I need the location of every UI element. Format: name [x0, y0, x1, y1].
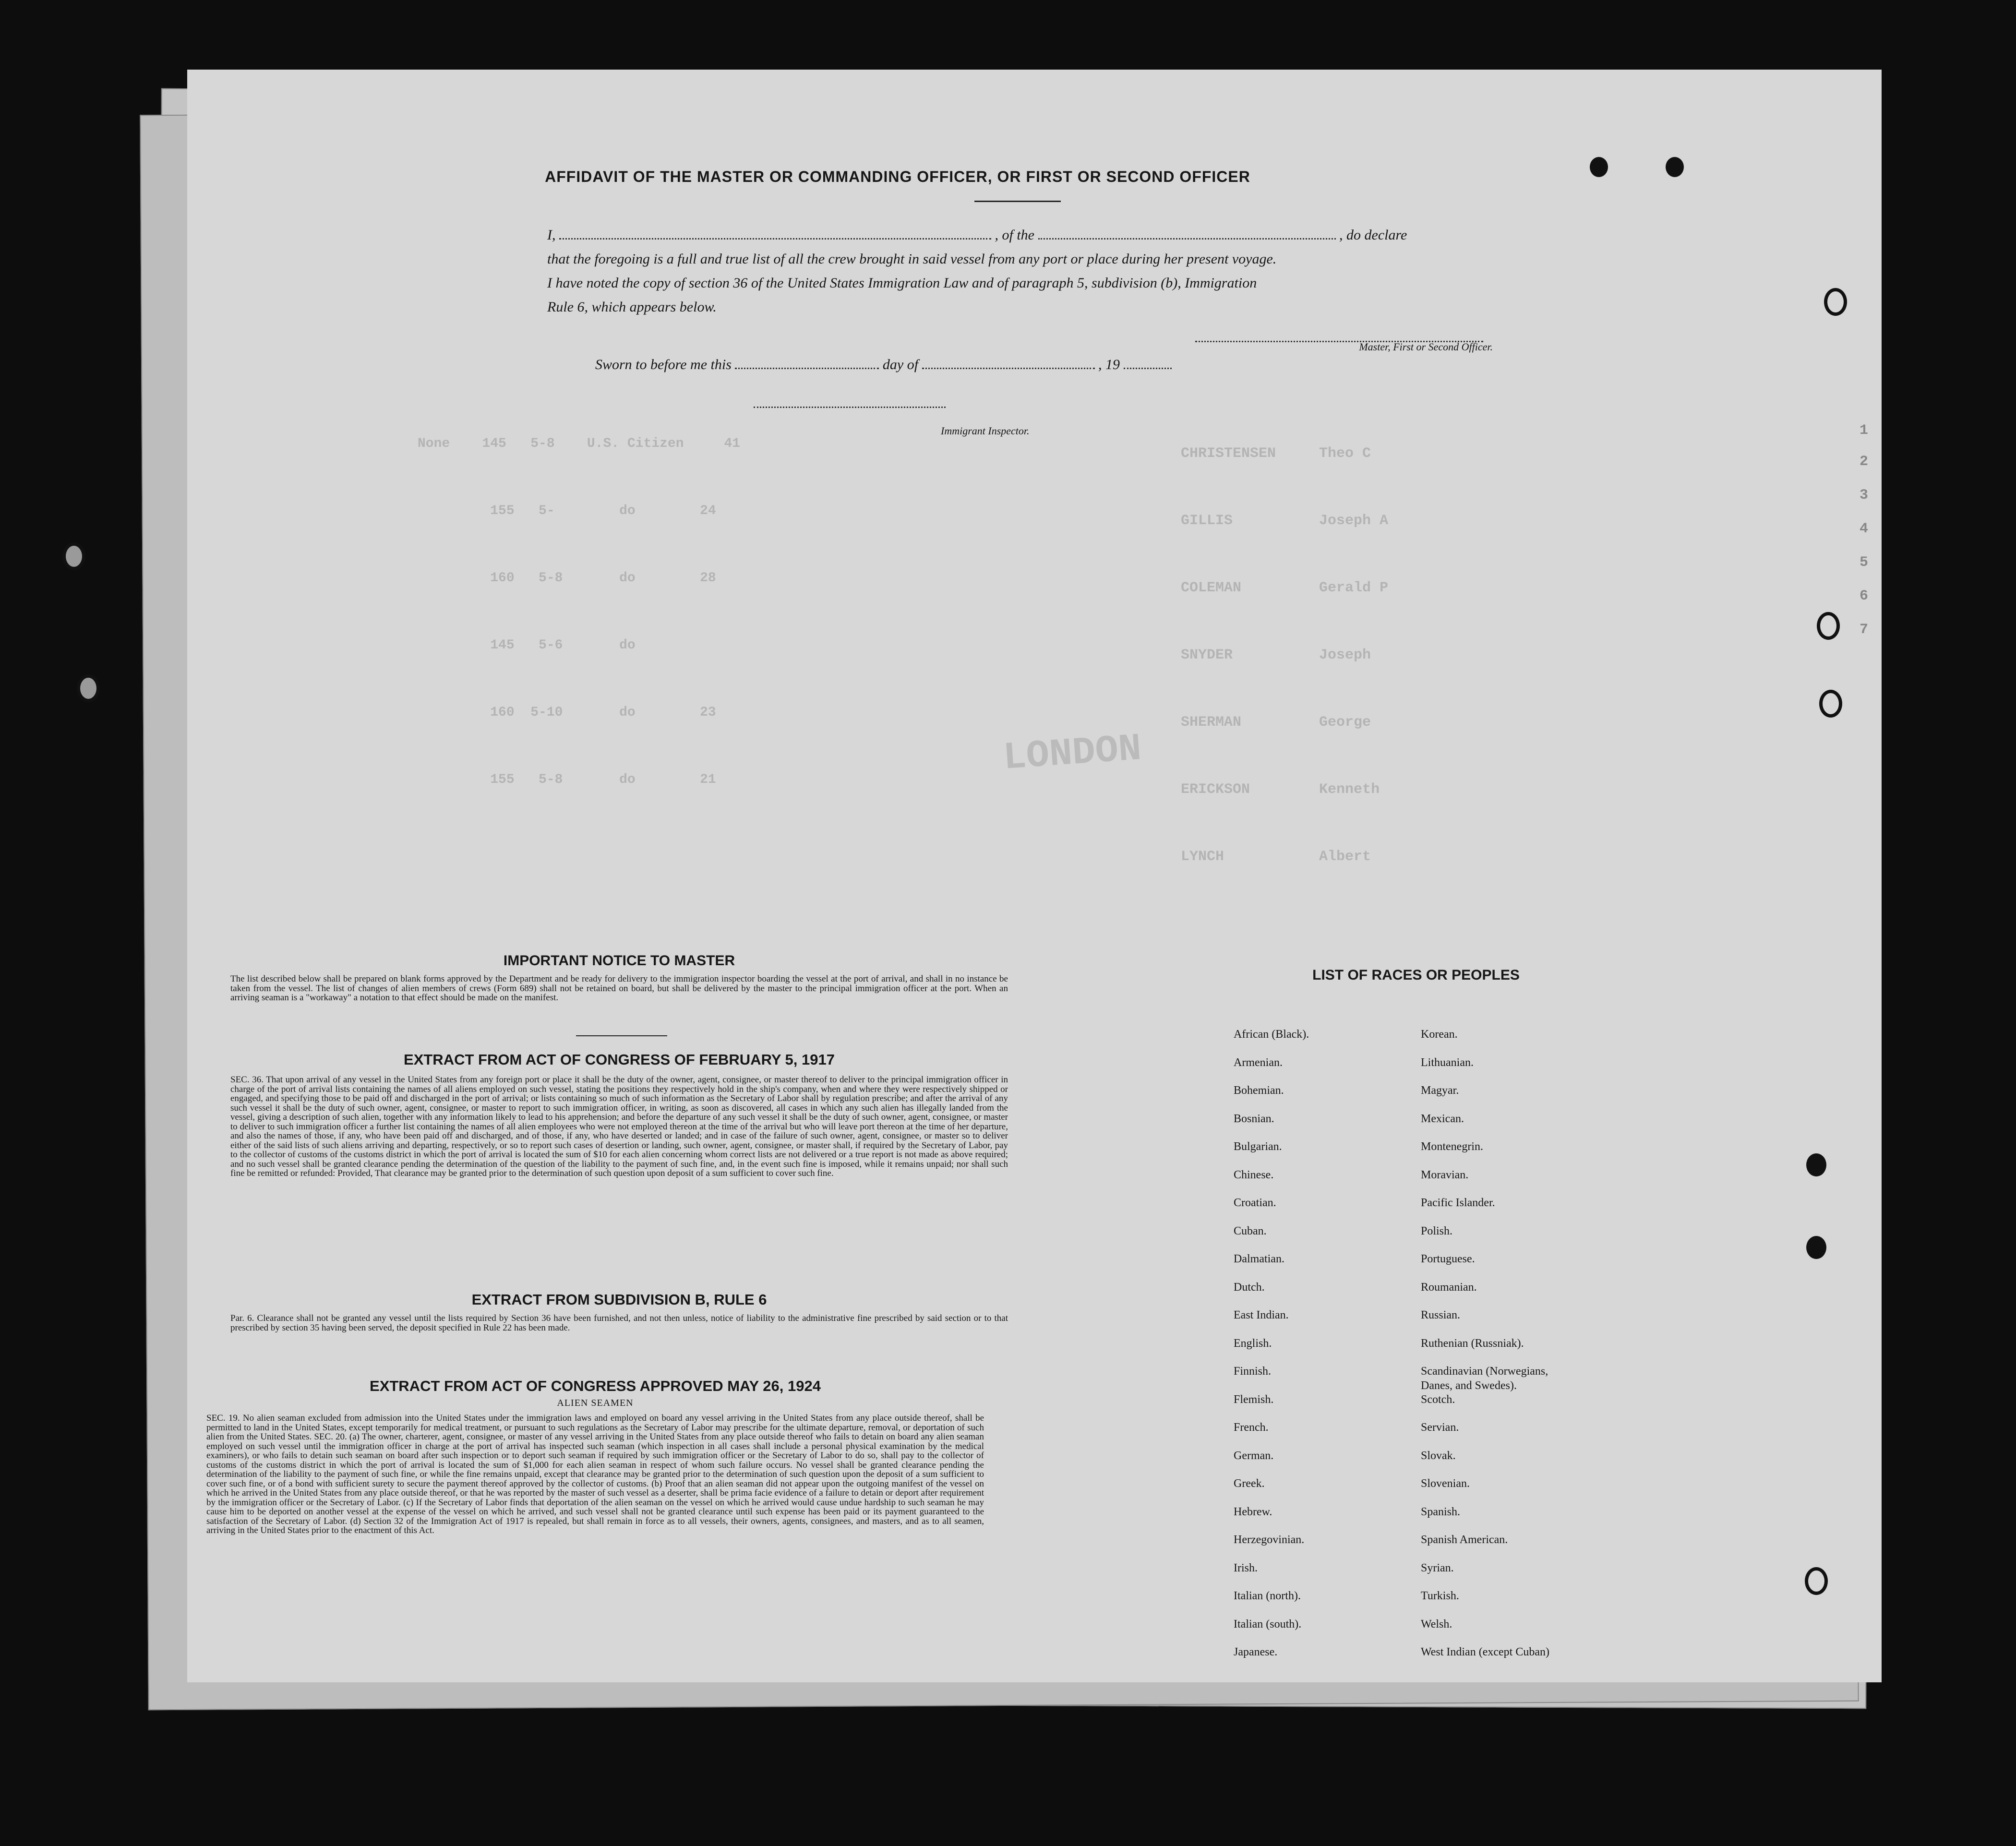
race-item: Russian. — [1421, 1309, 1461, 1321]
sworn-year-field[interactable] — [1124, 358, 1172, 369]
race-item: Mexican. — [1421, 1112, 1464, 1125]
race-item: Ruthenian (Russniak). — [1421, 1337, 1524, 1350]
races-right-list — [1421, 1027, 1709, 1673]
manifest-page: CHRISTENSEN Theo C GILLIS Joseph A COLEMAN Gerald P SNYDER Joseph SHERMAN George ERICKSON Kenneth LYNCH Albert None 145 5-8 U.S. Citizen 41 155 5- do 24 160 5-8 do 28 145 5-6 do 160 5-10 do 23 155 5-8 do 21 LONDON 1 2 3 4 5 6 7 AFFIDAVIT OF THE MASTER OR COMMANDING OFFICER, OR FIRST OR SECOND OFFICER I, , of the , do declare that the foregoing is a full and true list of all the crew brought in said vessel from any port or place during her present voyage. I have noted the copy of section 36 of the United States Immigration Law and of paragraph 5, subdivision (b), Immigration Rule 6, which appears below. Master, First or Second Officer. Sworn to before me this day of , 19 Immigrant Inspector. IMPORTANT NOTICE TO MASTER The list described below shall be prepared on blank forms approved by the Department and be ready for delivery to the immigration inspector boarding the vessel at the port of arrival, and shall in no instance be taken from the vessel. The list of changes of alien members of crews (Form 689) shall not be retained on board, but shall be delivered by the master to the principal immigration officer at the port. When an arriving seaman is a "workaway" a notation to that effect should be made on the manifest. EXTRACT FROM ACT OF CONGRESS OF FEBRUARY 5, 1917 SEC. 36. That upon arrival of any vessel in the United States from any foreign port or place it shall be the duty of the owner, agent, consignee, or master thereof to deliver to the principal immigration officer in charge of the port of arrival lists containing the names of all aliens employed on such vessel, stating the positions they respectively hold in the ship's company, when and where they were respectively shipped or engaged, and specifying those to be paid off and discharged in the port of arrival; or lists containing so much of such information as the Secretary of Labor shall by regulation prescribe; and after the arrival of any such vessel it shall be the duty of such owner, agent, consignee, or master to report to such immigration officer, in writing, as soon as discovered, all cases in which any such alien has illegally landed from the vessel, giving a description of such alien, together with any information likely to lead to his apprehension; and before the departure of any such vessel it shall be the duty of such owner, agent, consignee, or master to deliver to such immigration officer a further list containing the names of all alien employees who were not employed thereon at the time of the arrival but who will leave port thereon at the time of her departure, and also the names of those, if any, who have been paid off and discharged, and of those, if any, who have deserted or landed; and in case of the failure of such owner, agent, consignee, or master so to deliver either of the said lists of such aliens arriving and departing, respectively, or so to report such cases of desertion or landing, such owner, agent, consignee, or master shall, if required by the Secretary of Labor, pay to the collector of customs of the customs district in which the port of arrival is located the sum of $10 for each alien concerning whom correct lists are not delivered or a true report is not made as above required; and no such vessel shall be granted clearance pending the determination of the question of the liability to the payment of such fine, and, in the event such fine is imposed, while it remains unpaid; nor shall such fine be remitted or refunded: Provided, That clearance may be granted prior to the determination of such question upon deposit of a sum sufficient to cover such fine. EXTRACT FROM SUBDIVISION B, RULE 6 Par. 6. Clearance shall not be granted any vessel until the lists required by Section 36 have been furnished, and not then unless, notice of liability to the administrative fine prescribed by said section or to that prescribed by section 35 having been served, the deposit specified in Rule 22 has been made. EXTRACT FROM ACT OF CONGRESS APPROVED MAY 26, 1924 ALIEN SEAMEN SEC. 19. No alien seaman excluded from admission into the United States under the immigration laws and employed on board any vessel arriving in the United States from any place outside thereof, shall be permitted to land in the United States, except temporarily for medical treatment, or pursuant to such regulations as the Secretary of Labor may prescribe for the ultimate departure, removal, or deportation of such alien from the United States. SEC. 20. (a) The owner, charterer, agent, consignee, or master of any vessel arriving in the United States from any place outside thereof who fails to detain on board any alien seaman employed on such vessel until the immigration officer in charge at the port of arrival has inspected such seaman (which inspection in all cases shall include a personal physical examination by the medical examiners), or who fails to detain such seaman on board after such inspection or to deport such seaman if required by such immigration officer or the Secretary of Labor to do so, shall pay to the collector of customs of the customs district in which the port of arrival is located the sum of $1,000 for each alien seaman in respect of whom such failure occurs. No vessel shall be granted clearance pending the determination of the liability to the payment of such fine, or while the fine remains unpaid, except that clearance may be granted prior to the determination of such question upon the deposit of a sum sufficient to cover such fine, or of a bond with sufficient surety to secure the payment thereof approved by the collector of customs. (b) Proof that an alien seaman did not appear upon the outgoing manifest of the vessel on which he arrived in the United States from any place outside thereof, or that he was reported by the master of such vessel as a deserter, shall be prima facie evidence of a failure to detain or deport after requirement by the immigration officer or the Secretary of Labor. (c) If the Secretary of Labor finds that deportation of the alien seaman on the vessel on which he arrived would cause undue hardship to such seaman he may cause him to be deported on another vessel at the expense of the vessel on which he arrived, and such vessel shall not be granted clearance until such expense has been paid or its payment guaranteed to the satisfaction of the Secretary of Labor. (d) Section 32 of the Immigration Act of 1917 is repealed, but shall remain in force as to all vessels, their owners, agents, consignees, and masters, and as to all seamen, arriving in the United States prior to the enactment of this Act. LIST OF RACES OR PEOPLES African (Black). Armenian. Bohemian. Bosnian. Bulgarian. Chinese. Croatian. Cuban. Dalmatian. Dutch. East Indian. English. Finnish. Flemish. French. German. Greek. Hebrew. Herzegovinian. Irish. Italian (north). Italian (south). Japanese. Korean. Lithuanian. Magyar. Mexican. Montenegrin. Moravian. Pacific Islander. Polish. Portuguese. Roumanian. Russian. Ruthenian (Russniak). Scandinavian (Norwegians, Danes, and Swedes). Scotch. Servian. Slovak. Slovenian. Spanish. Spanish American. Syrian. Turkish. Welsh. West Indian (except Cuban) — [187, 70, 1882, 1682]
notice-text: The list described below shall be prepared on blank forms approved by the Department and be ready for delivery to the immigration inspector boarding the vessel at the port of arrival, and shall in no instance be taken from the vessel. The list of changes of alien members of crews (Form 689) shall not be retained on board, but shall be delivered by the master to the principal immigration officer at the port. When an arriving seaman is a "workaway" a notation to that effect should be made on the manifest. — [230, 974, 1008, 1003]
divider — [974, 201, 1061, 202]
affidavit-declaration — [547, 223, 1680, 319]
races-title: LIST OF RACES OR PEOPLES — [1312, 967, 1520, 983]
punch-hole — [1806, 1236, 1826, 1259]
race-item: West Indian (except Cuban) — [1421, 1646, 1549, 1658]
race-item: Croatian. — [1234, 1197, 1276, 1209]
race-item: Polish. — [1421, 1224, 1453, 1237]
punch-hole — [1590, 157, 1608, 177]
affidavit-line-4: Rule 6, which appears below. — [547, 299, 717, 315]
race-item: English. — [1234, 1337, 1272, 1350]
race-item: Scandinavian (Norwegians, Danes, and Swedes). — [1421, 1365, 1548, 1392]
officer-label: Master, First or Second Officer. — [1359, 341, 1493, 353]
race-item: Irish. — [1234, 1561, 1258, 1574]
extract-1924-title: EXTRACT FROM ACT OF CONGRESS APPROVED MAY 26, 1924 — [370, 1378, 821, 1394]
race-item: Chinese. — [1234, 1168, 1274, 1181]
do-declare-label: , do declare — [1339, 227, 1407, 243]
race-item: Dalmatian. — [1234, 1253, 1284, 1265]
year-label: , 19 — [1098, 357, 1120, 372]
i-label: I, — [547, 227, 556, 243]
of-the-label: , of the — [995, 227, 1034, 243]
punch-hole — [1806, 1153, 1826, 1176]
extract-rule6-title: EXTRACT FROM SUBDIVISION B, RULE 6 — [471, 1291, 767, 1308]
race-item: French. — [1234, 1421, 1269, 1434]
race-item: Dutch. — [1234, 1281, 1265, 1294]
race-item: East Indian. — [1234, 1309, 1289, 1321]
race-item: Montenegrin. — [1421, 1140, 1483, 1153]
extract-1917-text: SEC. 36. That upon arrival of any vessel in the United States from any foreign port or place it shall be the duty of the owner, agent, consignee, or master thereof to deliver to the principal immigration officer in charge of the port of arrival lists containing the names of all aliens employed on such vessel, stating the positions they respectively hold in the ship's company, when and where they were respectively shipped or engaged, and specifying those to be paid off and discharged in the port of arrival; or lists containing so much of such information as the Secretary of Labor shall by regulation prescribe; and after the arrival of any such vessel it shall be the duty of such owner, agent, consignee, or master to report to such immigration officer, in writing, as soon as discovered, all cases in which any such alien has illegally landed from the vessel, giving a description of such alien, together with any information likely to lead to his apprehension; and before the departure of any such vessel it shall be the duty of such owner, agent, consignee, or master to deliver to such immigration officer a further list containing the names of all alien employees who were not employed thereon at the time of the arrival but who will leave port thereon at the time of her departure, and also the names of those, if any, who have been paid off and discharged, and of those, if any, who have deserted or landed; and in case of the failure of such owner, agent, consignee, or master so to deliver either of the said lists of such aliens arriving and departing, respectively, or so to report such cases of desertion or landing, such owner, agent, consignee, or master shall, if required by the Secretary of Labor, pay to the collector of customs of the customs district in which the port of arrival is located the sum of $10 for each alien concerning whom correct lists are not delivered or a true report is not made as above required; and no such vessel shall be granted clearance pending the determination of the question of the liability to the payment of such fine, and, in the event such fine is imposed, while it remains unpaid; nor shall such fine be remitted or refunded: Provided, That clearance may be granted prior to the determination of such question upon deposit of a sum sufficient to cover such fine. — [230, 1075, 1008, 1178]
race-item: Roumanian. — [1421, 1281, 1477, 1294]
vessel-field[interactable] — [1038, 228, 1336, 240]
race-item: Finnish. — [1234, 1365, 1272, 1378]
sworn-day-field[interactable] — [735, 358, 879, 369]
bleed-through-text: None 145 5-8 U.S. Citizen 41 155 5- do 24 160 5-8 do 28 145 5-6 do 160 5-10 do 23 155 5-8 do 21 — [418, 436, 741, 787]
race-item: Slovak. — [1421, 1449, 1456, 1462]
stamp: LONDON — [1002, 727, 1143, 780]
race-item: Moravian. — [1421, 1168, 1469, 1181]
affidavit-line-3: I have noted the copy of section 36 of the United States Immigration Law and of paragraph 5, subdivision (b), Immigration — [547, 275, 1257, 291]
race-item: Pacific Islander. — [1421, 1197, 1495, 1209]
punch-hole — [1817, 612, 1840, 640]
punch-hole — [1824, 288, 1847, 316]
race-item: Syrian. — [1421, 1561, 1454, 1574]
punch-hole — [62, 542, 85, 570]
notice-title: IMPORTANT NOTICE TO MASTER — [503, 953, 735, 969]
race-item: Japanese. — [1234, 1646, 1278, 1658]
race-item: Turkish. — [1421, 1590, 1459, 1602]
race-item: African (Black). — [1234, 1028, 1309, 1041]
extract-1924-text: SEC. 19. No alien seaman excluded from admission into the United States under the immigration laws and employed on board any vessel arriving in the United States from any place outside thereof, shall be permitted to land in the United States, except temporarily for medical treatment, or pursuant to such regulations as the Secretary of Labor may prescribe for the ultimate departure, removal, or deportation of such alien from the United States. SEC. 20. (a) The owner, charterer, agent, consignee, or master of any vessel arriving in the United States from any place outside thereof who fails to detain on board any alien seaman employed on such vessel until the immigration officer in charge at the port of arrival has inspected such seaman (which inspection in all cases shall include a personal physical examination by the medical examiners), or who fails to detain such seaman on board after such inspection or to deport such seaman if required by such immigration officer or the Secretary of Labor to do so, shall pay to the collector of customs of the customs district in which the port of arrival is located the sum of $1,000 for each alien seaman in respect of whom such failure occurs. No vessel shall be granted clearance pending the determination of the liability to the payment of such fine, or while the fine remains unpaid, except that clearance may be granted prior to the determination of such question upon the deposit of a sum sufficient to cover such fine, or of a bond with sufficient surety to secure the payment thereof approved by the collector of customs. (b) Proof that an alien seaman did not appear upon the outgoing manifest of the vessel on which he arrived in the United States from any place outside thereof, or that he was reported by the master of such vessel as a deserter, shall be prima facie evidence of a failure to detain or deport after requirement by the immigration officer or the Secretary of Labor. (c) If the Secretary of Labor finds that deportation of the alien seaman on the vessel on which he arrived would cause undue hardship to such seaman he may cause him to be deported on another vessel at the expense of the vessel on which he arrived, and such vessel shall not be granted clearance until such expense has been paid or its payment guaranteed to the satisfaction of the Secretary of Labor. (d) Section 32 of the Immigration Act of 1917 is repealed, but shall remain in force as to all vessels, their owners, agents, consignees, and masters, and as to all seamen, arriving in the United States prior to the enactment of this Act. — [206, 1413, 984, 1535]
inspector-signature-field[interactable] — [754, 397, 946, 408]
extract-1917-title: EXTRACT FROM ACT OF CONGRESS OF FEBRUARY 5, 1917 — [404, 1051, 835, 1068]
punch-hole — [1805, 1567, 1828, 1595]
race-item: Armenian. — [1234, 1056, 1283, 1069]
affidavit-line-2: that the foregoing is a full and true list of all the crew brought in said vessel from any port or place during her present voyage. — [547, 251, 1277, 267]
race-item: Spanish. — [1421, 1505, 1461, 1518]
race-item: Italian (north). — [1234, 1590, 1301, 1602]
day-of-label: day of — [882, 357, 919, 372]
race-item: Hebrew. — [1234, 1505, 1272, 1518]
race-item: Greek. — [1234, 1477, 1265, 1490]
race-item: Korean. — [1421, 1028, 1458, 1041]
race-item: Portuguese. — [1421, 1253, 1475, 1265]
inspector-label: Immigrant Inspector. — [941, 425, 1030, 437]
race-item: Bohemian. — [1234, 1084, 1284, 1097]
race-item: Bulgarian. — [1234, 1140, 1282, 1153]
extract-1924-subtitle: ALIEN SEAMEN — [557, 1398, 634, 1408]
race-item: Herzegovinian. — [1234, 1534, 1305, 1546]
bleed-through-text: CHRISTENSEN Theo C GILLIS Joseph A COLEMAN Gerald P SNYDER Joseph SHERMAN George ERICKSON Kenneth LYNCH Albert — [1181, 445, 1389, 865]
punch-hole — [1666, 157, 1684, 177]
extract-rule6-text: Par. 6. Clearance shall not be granted any vessel until the lists required by Section 36 have been furnished, and not then unless, notice of liability to the administrative fine prescribed by said section or to that prescribed by section 35 having been served, the deposit specified in Rule 22 has been made. — [230, 1313, 1008, 1333]
punch-hole — [1819, 690, 1842, 718]
race-item: Slovenian. — [1421, 1477, 1470, 1490]
race-item: Spanish American. — [1421, 1534, 1508, 1546]
divider — [576, 1035, 667, 1036]
race-item: Flemish. — [1234, 1393, 1274, 1406]
sworn-line — [595, 353, 1267, 377]
race-item: Scotch. — [1421, 1393, 1455, 1406]
name-field[interactable] — [559, 228, 991, 240]
punch-hole — [77, 674, 100, 702]
race-item: Bosnian. — [1234, 1112, 1274, 1125]
affidavit-title: AFFIDAVIT OF THE MASTER OR COMMANDING OFFICER, OR FIRST OR SECOND OFFICER — [545, 168, 1250, 185]
race-item: Cuban. — [1234, 1224, 1267, 1237]
race-item: Welsh. — [1421, 1618, 1452, 1630]
sworn-month-field[interactable] — [922, 358, 1095, 369]
sworn-label: Sworn to before me this — [595, 357, 732, 372]
race-item: Lithuanian. — [1421, 1056, 1474, 1069]
race-item: Magyar. — [1421, 1084, 1459, 1097]
race-item: Servian. — [1421, 1421, 1459, 1434]
race-item: German. — [1234, 1449, 1274, 1462]
race-item: Italian (south). — [1234, 1618, 1302, 1630]
